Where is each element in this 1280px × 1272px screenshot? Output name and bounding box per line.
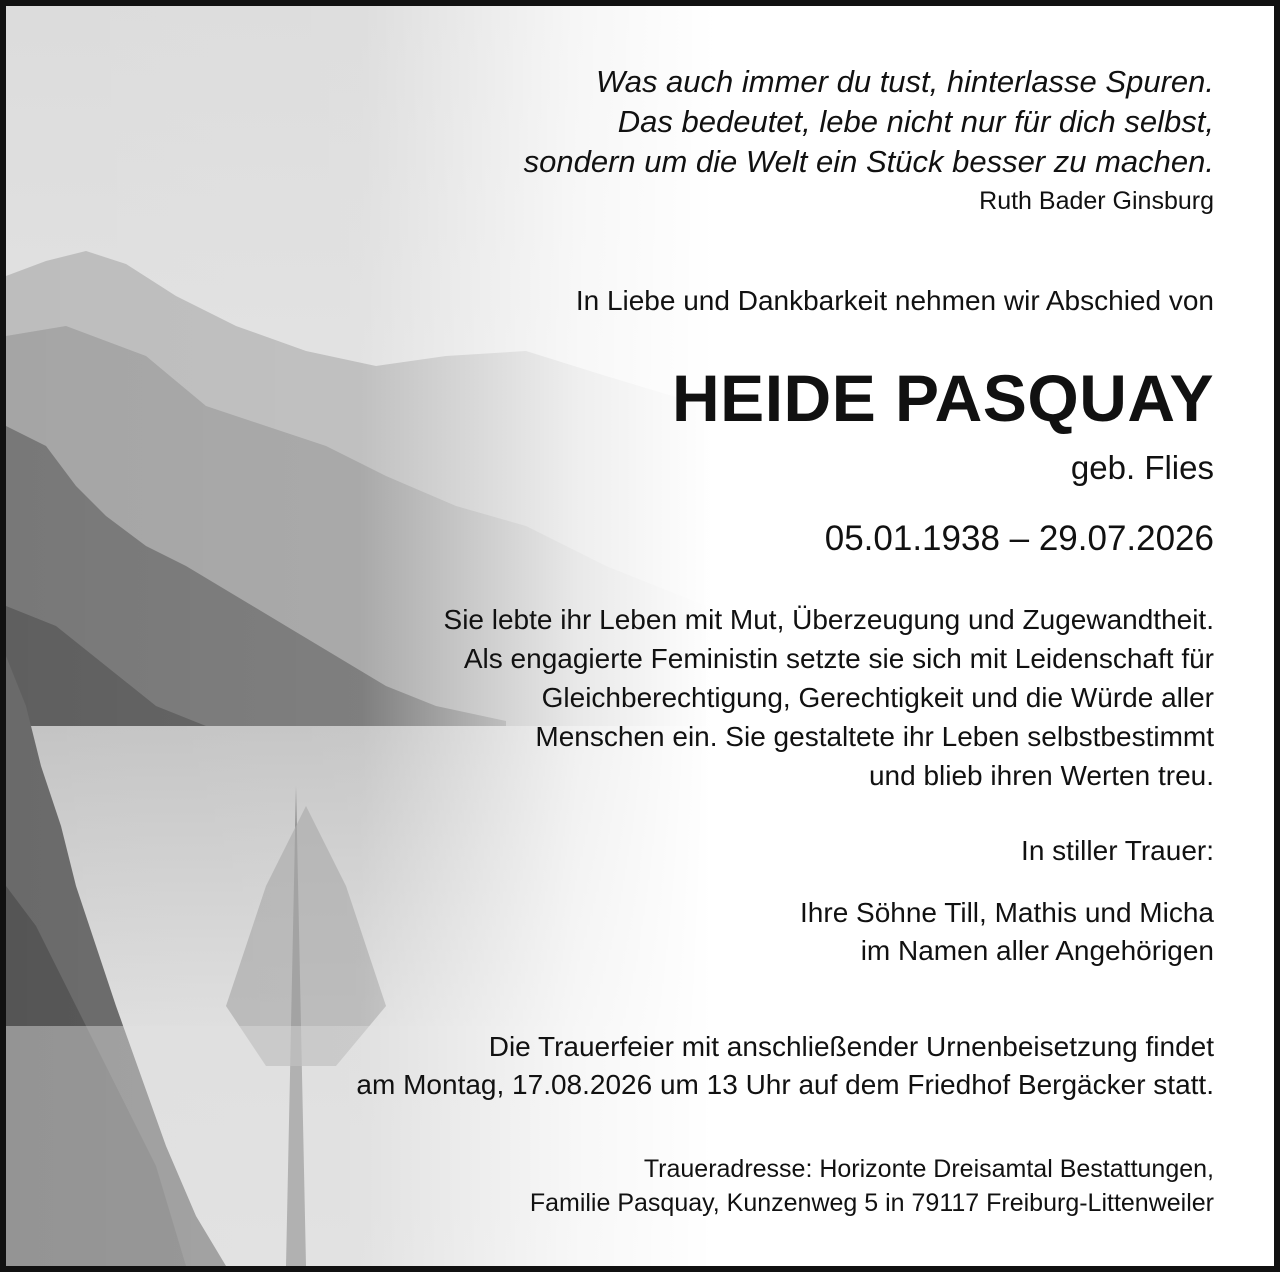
address-line: Familie Pasquay, Kunzenweg 5 in 79117 Freiburg-Littenweiler bbox=[529, 1189, 1214, 1217]
life-dates: 05.01.1938 – 29.07.2026 bbox=[824, 519, 1214, 558]
mourners bbox=[800, 894, 1214, 970]
quote-author: Ruth Bader Ginsburg bbox=[979, 187, 1214, 215]
biography bbox=[444, 600, 1214, 795]
biography-line: und blieb ihren Werten treu. bbox=[868, 760, 1214, 791]
quote-line: Das bedeutet, lebe nicht nur für dich selbst, bbox=[617, 104, 1214, 139]
memorial-quote bbox=[524, 62, 1214, 182]
mourning-label: In stiller Trauer: bbox=[1021, 835, 1214, 866]
biography-line: Als engagierte Feministin setzte sie sich mit Leidenschaft für bbox=[463, 643, 1214, 674]
funeral-ceremony-info bbox=[356, 1028, 1214, 1104]
farewell-intro: In Liebe und Dankbarkeit nehmen wir Abschied von bbox=[575, 285, 1214, 316]
mourning-address bbox=[530, 1152, 1214, 1220]
quote-line: sondern um die Welt ein Stück besser zu machen. bbox=[523, 144, 1214, 179]
ceremony-line: am Montag, 17.08.2026 um 13 Uhr auf dem Friedhof Bergäcker statt. bbox=[356, 1069, 1214, 1100]
ceremony-line: Die Trauerfeier mit anschließender Urnenbeisetzung findet bbox=[488, 1031, 1214, 1062]
mourners-line: im Namen aller Angehörigen bbox=[860, 935, 1214, 966]
biography-line: Sie lebte ihr Leben mit Mut, Überzeugung und Zugewandtheit. bbox=[443, 604, 1214, 635]
biography-line: Menschen ein. Sie gestaltete ihr Leben selbstbestimmt bbox=[535, 721, 1214, 752]
biography-line: Gleichberechtigung, Gerechtigkeit und die Würde aller bbox=[541, 682, 1214, 713]
mourners-line: Ihre Söhne Till, Mathis und Micha bbox=[800, 897, 1214, 928]
birth-name: geb. Flies bbox=[1070, 449, 1214, 486]
address-line: Traueradresse: Horizonte Dreisamtal Bestattungen, bbox=[643, 1155, 1214, 1183]
quote-line: Was auch immer du tust, hinterlasse Spuren. bbox=[596, 64, 1214, 99]
deceased-name: HEIDE PASQUAY bbox=[672, 361, 1214, 435]
